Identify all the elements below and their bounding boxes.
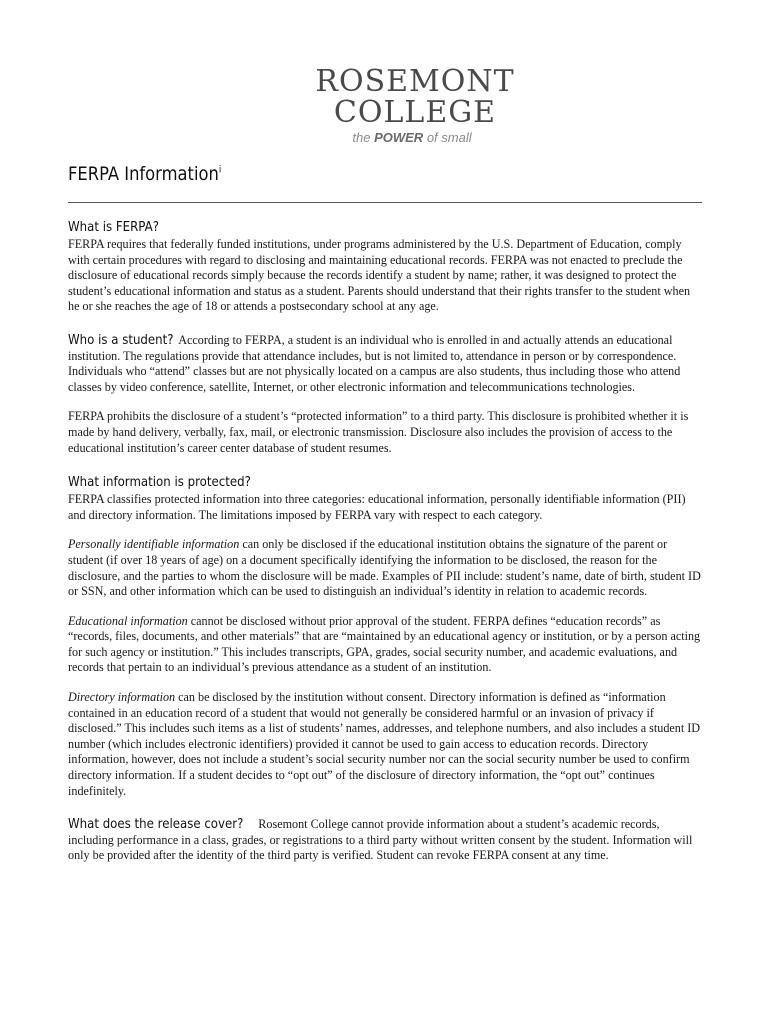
paragraph-what-is-ferpa: FERPA requires that federally funded institutions, under programs administered by the U.S. Department of Education, comply with certain procedures with regard to disclosing and maintaining educational records. FERPA was not enacted to preclude the disclosure of educational records simply because the records identify a student by name; rather, it was designed to protect the student’s educational information and status as a student. Parents should understand that their rights transfer to the student when he or she reaches the age of 18 or attends a postsecondary school at any age.	[68, 237, 691, 314]
paragraph-protected-categories: FERPA classifies protected information into three categories: educational information, personally identifiable information (PII) and directory information. The limitations imposed by FERPA vary with respect to each category.	[68, 492, 686, 522]
page-title-text: FERPA Information	[68, 163, 219, 185]
paragraph-release-cover	[68, 817, 702, 864]
logo-tagline	[54, 130, 770, 145]
term-pii: Personally identifiable information	[68, 537, 240, 552]
heading-who-is-student: Who is a student?	[68, 332, 174, 348]
paragraph-pii	[68, 537, 702, 599]
term-educational-information: Educational information	[68, 613, 188, 628]
who-is-student-text: According to FERPA, a student is an individual who is enrolled in and actually attends an educational institution. The regulations provide that attendance includes, but is not limited to, attendance in person or by correspondence. Individuals who “attend” classes but are not physically located on a campus are also students, thus including those who attend classes by video conference, satellite, Internet, or other electronic information and telecommunications technologies.	[68, 332, 681, 394]
heading-what-is-protected: What information is protected?	[68, 475, 251, 491]
paragraph-educational-information	[68, 614, 702, 676]
heading-release-cover: What does the release cover?	[68, 817, 244, 833]
release-cover-text: Rosemont College cannot provide information about a student’s academic records, including performance in a class, grades, or registrations to a third party without written consent by the student. Information will only be provided after the identity of the third party is verified. Student can revoke FERPA consent at any time.	[68, 817, 693, 863]
page-title	[68, 163, 221, 185]
educational-information-text: cannot be disclosed without prior approval of the student. FERPA defines “education records” as “records, files, documents, and other materials” that are “maintained by an educational agency or institution, or by a person acting for such agency or institution.” This includes transcripts, GPA, grades, social security number, and academic evaluations, and records that pertain to an individual’s previous attendance as a student of an institution.	[68, 613, 701, 675]
pii-text: can only be disclosed if the educational institution obtains the signature of the parent or student (if over 18 years of age) on a document specifically identifying the information to be disclosed, the reason for the disclosure, and the parties to whom the disclosure will be made. Examples of PII include: student’s name, date of birth, student ID or SSN, and other information which can be used to distinguish an individual’s identity in relation to academic records.	[68, 537, 701, 599]
paragraph-directory-information	[68, 690, 702, 799]
tagline-power: POWER	[374, 130, 424, 145]
title-footnote-marker: i	[218, 164, 222, 176]
paragraph-who-is-student	[68, 333, 702, 395]
term-directory-information: Directory information	[68, 690, 176, 705]
document-body	[68, 219, 702, 864]
paragraph-disclosure-prohibited: FERPA prohibits the disclosure of a student’s “protected information” to a third party. This disclosure is prohibited whether it is made by hand delivery, verbally, fax, mail, or electronic transmission. Disclosure also includes the provision of access to the educational institution’s career center database of student resumes.	[68, 409, 689, 455]
heading-what-is-ferpa: What is FERPA?	[68, 220, 159, 235]
tagline-of-small: of small	[423, 130, 472, 145]
title-divider	[68, 202, 702, 203]
logo-line-college: COLLEGE	[333, 95, 497, 130]
tagline-the: the	[352, 130, 375, 145]
logo-line-rosemont: ROSEMONT	[315, 64, 515, 99]
college-logo	[0, 66, 770, 145]
directory-information-text: can be disclosed by the institution without consent. Directory information is defined as “information contained in an education record of a student that would not generally be considered harmful or an invasion of privacy if disclosed.” This includes such items as a list of students’ names, addresses, and telephone numbers, and also includes a student ID number (which includes electronic identifiers) provided it cannot be used to gain access to education records. Directory information, however, does not include a student’s social security number nor can the social security number be used to confirm directory information. If a student decides to “opt out” of the disclosure of directory information, the “opt out” continues indefinitely.	[68, 690, 701, 798]
